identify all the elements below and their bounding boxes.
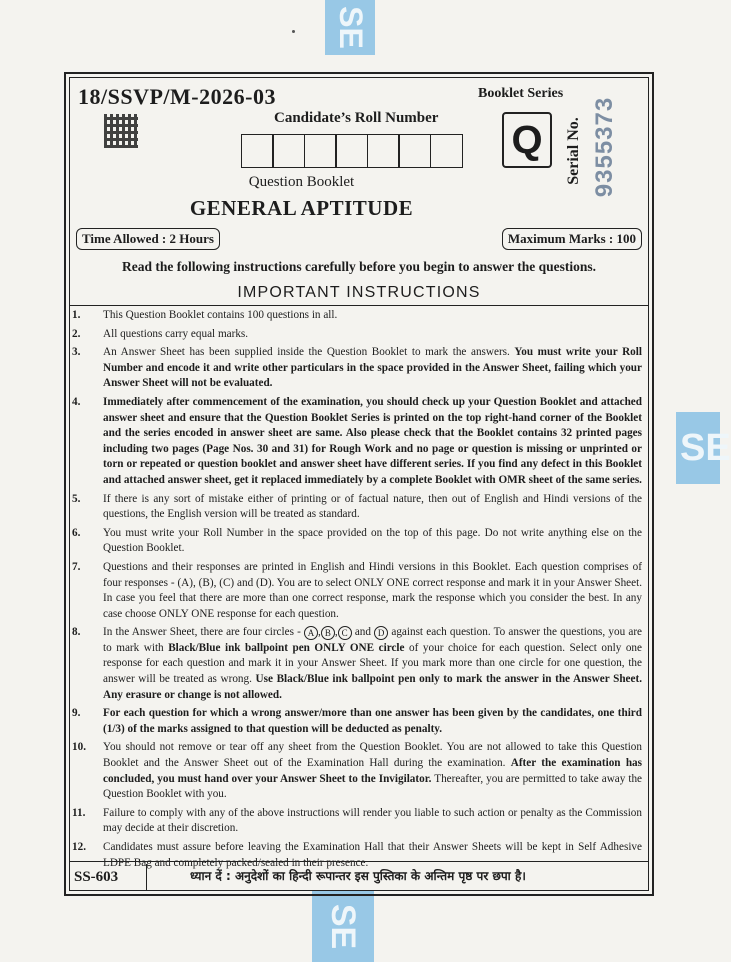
maximum-marks: Maximum Marks : 100	[502, 228, 642, 250]
time-allowed: Time Allowed : 2 Hours	[76, 228, 220, 250]
footer-separator	[146, 864, 147, 890]
instruction-item: 3. An Answer Sheet has been supplied inside the Question Booklet to mark the answers. You must write your Roll Number and encode it and write other particulars in the space provided in the Answer Sheet, failing which your Answer Sheet will not be evaluated.	[72, 346, 642, 390]
hindi-note: ध्यान दें : अनुदेशों का हिन्दी रूपान्तर इस पुस्तिका के अन्तिम पृष्ठ पर छपा है।	[190, 869, 526, 883]
booklet-series-label: Booklet Series	[478, 86, 564, 101]
instruction-item: 2. All questions carry equal marks.	[72, 327, 249, 340]
circle-a: A	[304, 626, 318, 640]
footer-divider	[70, 861, 648, 862]
circle-d: D	[374, 626, 388, 640]
seal-stamp-right: SE	[676, 412, 720, 484]
roll-digit-box[interactable]	[367, 134, 400, 168]
instruction-item: 10. You should not remove or tear off any sheet from the Question Booklet. You are not allowed to take this Question Booklet and the Answer Sheet out of the Examination Hall during the examination. After the examination has concluded, you must hand over your Answer Sheet to the Invigilator. Thereafter, you are permitted to take away the Question Booklet with you.	[72, 741, 643, 801]
instructions-list	[66, 308, 652, 874]
booklet-type: Question Booklet	[248, 174, 355, 190]
booklet-cover-frame	[64, 72, 654, 896]
instruction-item: 4. Immediately after commencement of the examination, you should check up your Question Booklet and attached answer sheet and ensure that the Question Booklet Series is printed on the top right-hand corner of the Booklet and the series encoded in answer sheet are same. Also please check that the Booklet contains 32 printed pages including two pages (Page Nos. 30 and 31) for Rough Work and no page or question is missing or unprinted or torn or repeated or question booklet and answer sheet have different series. If you find any defect in this Booklet and attached answer sheet, get it replaced immediately by a complete Booklet with OMR sheet of the same series.	[72, 395, 642, 486]
instruction-item: 1. This Question Booklet contains 100 questions in all.	[72, 309, 338, 321]
booklet-series-box	[502, 112, 552, 168]
roll-digit-box[interactable]	[304, 134, 337, 168]
divider	[70, 305, 648, 306]
instruction-item: 6. You must write your Roll Number in the space provided on the top of this page. Do not write anything else on the Question Booklet.	[72, 526, 642, 555]
exam-code: 18/SSVP/M-2026-03	[78, 84, 276, 109]
instruction-item: 7. Questions and their responses are printed in English and Hindi versions in this Booklet. Each question comprises of four responses - (A), (B), (C) and (D). You are to select ONLY ONE correct response and mark it in your Answer Sheet. In case you feel that there are more than one correct response, mark the response which you consider the best. In any case choose ONLY ONE response for each question.	[72, 560, 642, 620]
roll-number-boxes	[242, 134, 463, 168]
instruction-item: 12. Candidates must assure before leaving the Examination Hall that their Answer Sheets will be kept in Self Adhesive LDPE Bag and completely packed/sealed in their presence.	[72, 841, 642, 869]
speck	[292, 30, 295, 33]
seal-stamp-bottom: SE	[312, 890, 374, 962]
qr-code-icon	[104, 114, 138, 148]
read-notice: Read the following instructions carefully before you begin to answer the questions.	[121, 259, 596, 274]
roll-number-label: Candidate’s Roll Number	[274, 110, 439, 126]
roll-digit-box[interactable]	[272, 134, 305, 168]
instruction-item: 11. Failure to comply with any of the above instructions will render you liable to such action or penalty as the Commission may decide at their discretion.	[72, 806, 642, 835]
subject-title: GENERAL APTITUDE	[189, 196, 414, 220]
footer-code: SS-603	[74, 869, 119, 885]
instructions-title: IMPORTANT INSTRUCTIONS	[237, 284, 481, 301]
roll-digit-box[interactable]	[398, 134, 431, 168]
roll-digit-box[interactable]	[241, 134, 274, 168]
serial-number-text: 9355373	[591, 96, 618, 198]
seal-stamp-top: SE	[325, 0, 375, 55]
instruction-item: 8. In the Answer Sheet, there are four circles - A , B , C and D against each question. To answer the questions, you are to mark with Black/Blue ink ballpoint pen ONLY ONE circle of your choice for each question. Select only one response for each question and mark it in your Answer Sheet. If you mark more than one circle for one question, the answer will be treated as wrong. Use Black/Blue ink ballpoint pen only to mark the answer in the Answer Sheet. Any erasure or change is not allowed.	[72, 626, 643, 701]
circle-c: C	[338, 626, 352, 640]
instruction-item: 5. If there is any sort of mistake either of printing or of factual nature, then out of English and Hindi versions of the questions, the English version will be treated as standard.	[72, 492, 642, 521]
booklet-series-letter: Q	[511, 117, 543, 162]
serial-label-text: Serial No.	[565, 117, 582, 185]
roll-digit-box[interactable]	[430, 134, 463, 168]
instruction-item: 9. For each question for which a wrong answer/more than one answer has been given by the candidates, one third (1/3) of the marks assigned to that question will be deducted as penalty.	[72, 707, 642, 735]
roll-digit-box[interactable]	[335, 134, 368, 168]
circle-b: B	[321, 626, 335, 640]
